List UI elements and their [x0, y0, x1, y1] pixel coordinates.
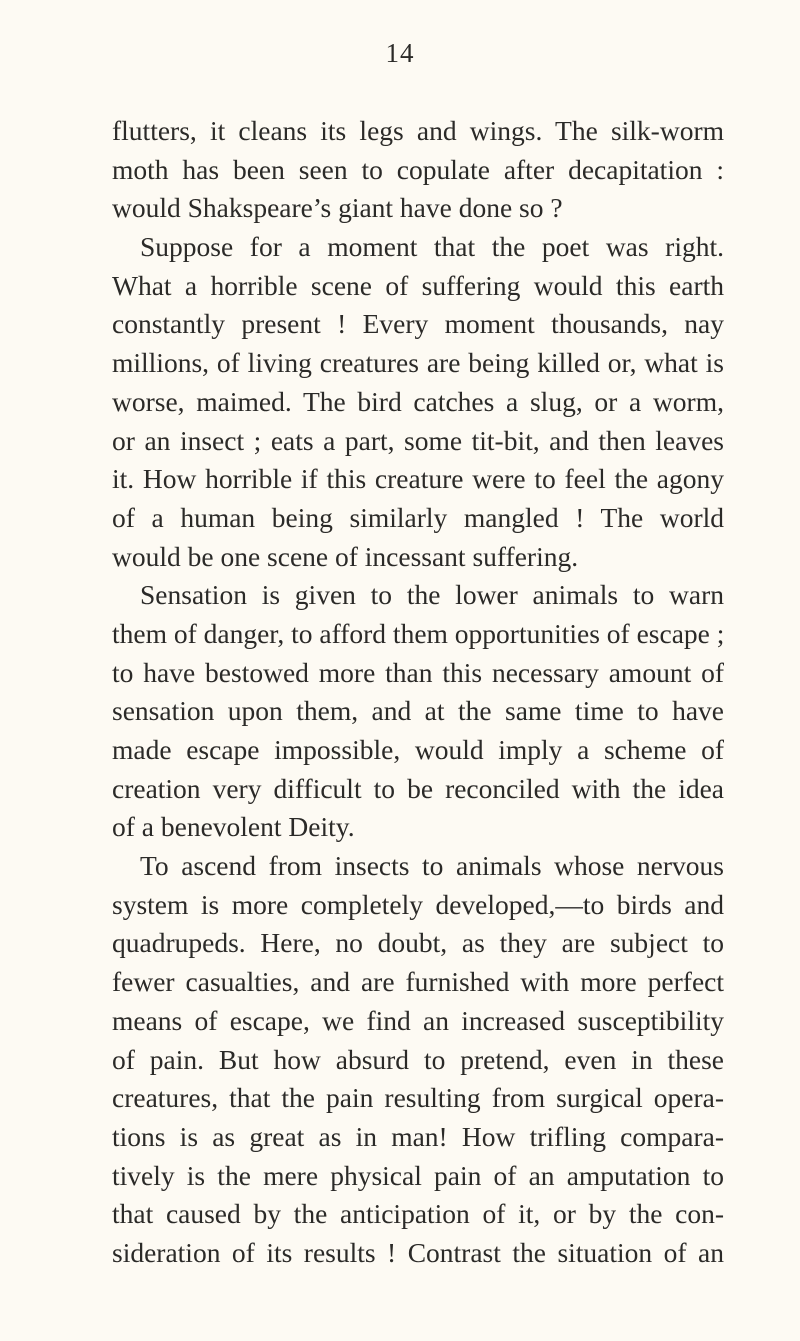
text-line: tions is as great as in man! How trifling compara- — [112, 1120, 724, 1152]
text-line: of pain. But how absurd to pretend, even in these — [112, 1043, 724, 1075]
text-line: or an insect ; eats a part, some tit-bit, and then leaves — [112, 424, 724, 456]
text-line: of a human being similarly mangled ! The world — [112, 501, 724, 533]
text-line: moth has been seen to copulate after decapitation : — [112, 153, 724, 185]
text-line: of a benevolent Deity. — [112, 811, 355, 843]
text-line: quadrupeds. Here, no doubt, as they are subject to — [112, 927, 724, 959]
text-line: fewer casualties, and are furnished with more perfect — [112, 966, 724, 998]
text-line: would Shakspeare’s giant have done so ? — [112, 192, 563, 224]
text-line: worse, maimed. The bird catches a slug, or a worm, — [112, 385, 724, 417]
text-line: that caused by the anticipation of it, or by the con- — [112, 1198, 724, 1230]
text-line: to have bestowed more than this necessary amount of — [112, 656, 724, 688]
text-line: it. How horrible if this creature were to feel the agony — [112, 463, 724, 495]
page-number: 14 — [385, 38, 415, 68]
body-text — [112, 112, 724, 1273]
text-line: millions, of living creatures are being killed or, what is — [112, 347, 724, 379]
text-line: flutters, it cleans its legs and wings. The silk-worm — [112, 115, 724, 146]
text-line: creatures, that the pain resulting from surgical opera- — [112, 1082, 724, 1114]
text-line: What a horrible scene of suffering would this earth — [112, 269, 724, 301]
text-line: them of danger, to afford them opportunities of escape ; — [112, 617, 724, 649]
text-line: sensation upon them, and at the same time to have — [112, 695, 724, 727]
text-line: system is more completely developed,—to birds and — [112, 888, 724, 920]
paragraph-start-line: Sensation is given to the lower animals to warn — [140, 579, 724, 611]
text-line: would be one scene of incessant suffering. — [112, 540, 579, 572]
paragraph-start-line: To ascend from insects to animals whose nervous — [140, 850, 724, 882]
text-line: made escape impossible, would imply a scheme of — [112, 734, 724, 765]
text-line: tively is the mere physical pain of an amputation to — [112, 1159, 724, 1191]
text-line: sideration of its results ! Contrast the situation of an — [112, 1236, 724, 1268]
text-line: constantly present ! Every moment thousands, nay — [112, 308, 724, 340]
text-line: means of escape, we find an increased susceptibility — [112, 1004, 724, 1036]
paragraph-start-line: Suppose for a moment that the poet was right. — [140, 231, 724, 263]
text-line: creation very difficult to be reconciled with the idea — [112, 772, 724, 804]
